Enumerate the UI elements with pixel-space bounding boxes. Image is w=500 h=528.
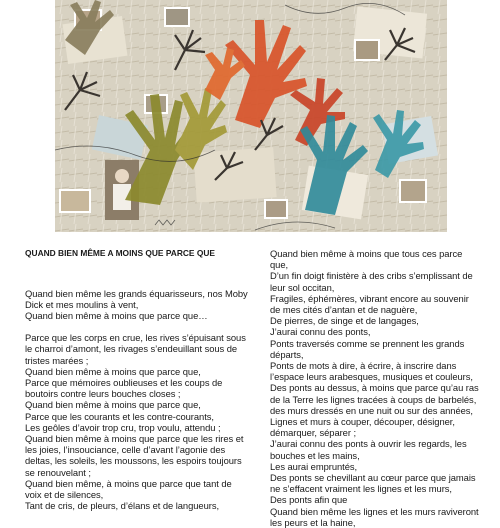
poem-line: Parce que les corps en crue, les rives s’épuisant sous le charroi d’amont, les rivages s’endeuillant sous de tristes marées ;	[25, 332, 246, 366]
poem-line: Quand bien même les lignes et les murs raviveront les peurs et la haine,	[270, 505, 479, 528]
poem-line: Quand bien même, à moins que parce que tant de voix et de silences,	[25, 477, 232, 500]
poem-line: Les geôles d’avoir trop cru, trop voulu, attendu ;	[25, 421, 221, 433]
poem-line: Lignes et murs à couper, découper, désigner, démarquer, séparer ;	[270, 416, 455, 439]
poem-line: Parce que les courants et les contre-courants,	[25, 410, 214, 422]
poem-line: Parce que mémoires oublieuses et les coups de boutoirs contre leurs bouches closes ;	[25, 376, 223, 400]
stanza-gap	[25, 322, 249, 333]
poem-line: J’aurai connu des ponts,	[270, 326, 371, 338]
poem-line: D’un fin doigt finistère à des cribs s’emplissant de leur sol occitan,	[270, 270, 473, 293]
poem-line: Ponts traversés comme se prennent les grands départs,	[270, 337, 465, 360]
poem-title: QUAND BIEN MÊME A MOINS QUE PARCE QUE	[25, 248, 215, 258]
poem-line: Quand bien même à moins que parce que les rires et les joies, l’insouciance, celle d’avant l’agonie des deltas, les soleils, les moussons, les espoirs toujours se renouvelant ;	[25, 432, 244, 478]
poem-line: Tant de cris, de pleurs, d’élans et de langueurs,	[25, 500, 220, 512]
poem-line: Des ponts se chevillant au cœur parce que jamais ne s’effacent vraiment les lignes et les murs,	[270, 472, 476, 495]
poem-line: J’aurai connu des ponts à ouvrir les regards, les bouches et les mains,	[270, 438, 467, 461]
poem-line: Quand bien même à moins que parce que,	[25, 365, 201, 377]
poem-line: Des ponts au dessus, à moins que parce qu’au ras de la Terre les lignes tracées à coups de barbelés, des murs dressés en une nuit ou sur des années,	[270, 382, 479, 416]
poem-line: Fragiles, éphémères, vibrant encore au souvenir de mes cités d’antan et de naguère,	[270, 292, 469, 316]
poem-line: Des ponts afin que	[270, 494, 348, 506]
poem-line: Ponts de mots à dire, à écrire, à inscrire dans l’espace leurs arabesques, musiques et couleurs,	[270, 360, 473, 383]
poem-line: Les aurai empruntés,	[270, 460, 358, 472]
poem-line: Quand bien même à moins que parce que…	[25, 310, 208, 322]
poem	[25, 248, 479, 528]
poem-line: Quand bien même à moins que tous ces parce que,	[270, 248, 463, 271]
collage-artwork	[55, 0, 447, 232]
poem-right-column	[270, 248, 479, 528]
poem-line: Quand bien même à moins que parce que,	[25, 399, 201, 411]
collage-artwork-graphic	[55, 0, 447, 232]
poem-line: Quand bien même les grands équarisseurs, nos Moby Dick et mes moulins à vent,	[25, 288, 248, 311]
poem-line: De pierres, de singe et de langages,	[270, 315, 419, 327]
poem-left-column	[25, 248, 249, 511]
